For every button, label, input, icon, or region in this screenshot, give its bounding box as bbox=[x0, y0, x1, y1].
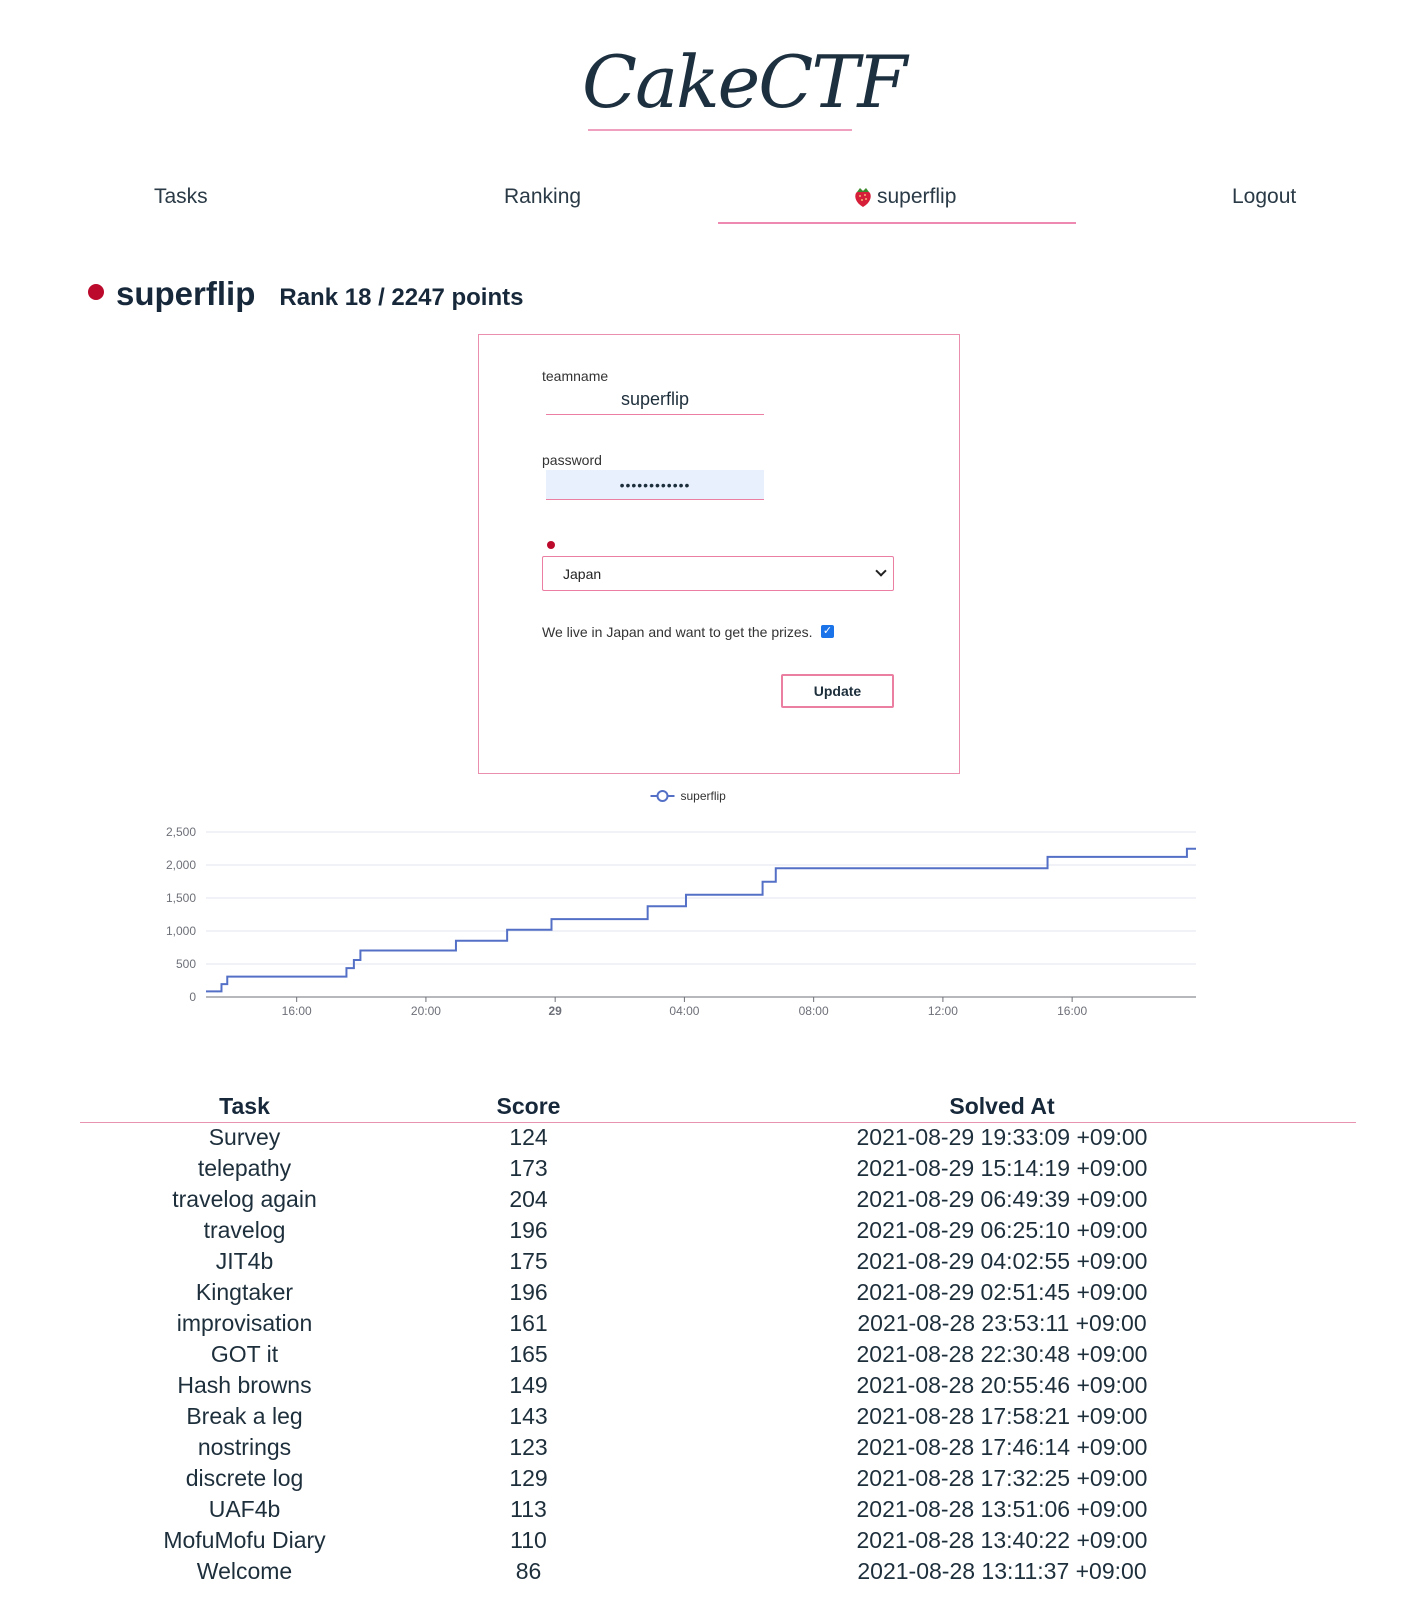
cell-solved-at: 2021-08-29 19:33:09 +09:00 bbox=[856, 1124, 1148, 1151]
cell-score: 143 bbox=[509, 1403, 548, 1429]
teamname-label: teamname bbox=[542, 368, 609, 384]
y-tick-label: 2,000 bbox=[165, 858, 196, 872]
team-header bbox=[88, 275, 523, 313]
cell-task[interactable]: UAF4b bbox=[208, 1496, 281, 1522]
nav-logout-label: Logout bbox=[1232, 185, 1297, 208]
cell-score: 149 bbox=[509, 1372, 548, 1398]
score-chart-svg bbox=[150, 790, 1235, 1050]
cell-solved-at: 2021-08-28 22:30:48 +09:00 bbox=[856, 1341, 1148, 1367]
series-line-superflip bbox=[206, 849, 1196, 992]
x-tick-label: 04:00 bbox=[669, 1004, 700, 1018]
nav-tasks-label: Tasks bbox=[154, 185, 208, 208]
cell-solved-at: 2021-08-28 13:40:22 +09:00 bbox=[856, 1527, 1148, 1553]
cell-solved-at: 2021-08-28 17:58:21 +09:00 bbox=[856, 1403, 1148, 1429]
y-tick-label: 0 bbox=[189, 990, 196, 1004]
cell-task[interactable]: GOT it bbox=[210, 1341, 279, 1367]
y-tick-label: 500 bbox=[175, 957, 196, 971]
cell-score: 173 bbox=[509, 1155, 548, 1181]
table-row bbox=[80, 1370, 1356, 1401]
country-select[interactable] bbox=[542, 556, 894, 591]
prize-eligibility-checkbox[interactable]: ✓ bbox=[822, 625, 833, 637]
cell-score: 165 bbox=[509, 1341, 548, 1367]
table-row bbox=[80, 1215, 1356, 1246]
nav-tasks[interactable] bbox=[154, 185, 208, 209]
y-tick-label: 1,500 bbox=[165, 891, 196, 905]
nav-ranking[interactable] bbox=[504, 185, 581, 209]
y-tick-label: 1,000 bbox=[165, 924, 196, 938]
table-row bbox=[80, 1246, 1356, 1277]
nav-team-label: superflip bbox=[877, 185, 957, 208]
cell-score: 123 bbox=[509, 1434, 548, 1460]
x-tick-label: 08:00 bbox=[798, 1004, 829, 1018]
nav-team[interactable] bbox=[853, 185, 956, 209]
table-row bbox=[80, 1525, 1356, 1556]
cell-score: 175 bbox=[509, 1248, 548, 1274]
cell-solved-at: 2021-08-29 06:49:39 +09:00 bbox=[856, 1186, 1148, 1212]
cell-task[interactable]: MofuMofu Diary bbox=[163, 1527, 326, 1553]
cell-solved-at: 2021-08-28 20:55:46 +09:00 bbox=[856, 1372, 1148, 1398]
solves-table bbox=[80, 1092, 1356, 1587]
update-button[interactable]: Update bbox=[781, 674, 894, 708]
prize-eligibility-label: We live in Japan and want to get the prizes. bbox=[542, 624, 813, 640]
nav-active-underline bbox=[718, 222, 1076, 224]
legend-marker bbox=[658, 791, 668, 801]
cell-score: 196 bbox=[509, 1217, 548, 1243]
table-row bbox=[80, 1432, 1356, 1463]
cell-task[interactable]: travelog bbox=[203, 1217, 286, 1243]
legend-label: superflip bbox=[680, 790, 726, 803]
cell-task[interactable]: Hash browns bbox=[177, 1372, 312, 1398]
table-row bbox=[80, 1153, 1356, 1184]
table-row bbox=[80, 1122, 1356, 1153]
table-row bbox=[80, 1277, 1356, 1308]
cell-task[interactable]: nostrings bbox=[197, 1434, 292, 1460]
strawberry-icon bbox=[853, 186, 873, 208]
table-row bbox=[80, 1401, 1356, 1432]
country-flag-icon bbox=[547, 541, 555, 549]
column-header-solved-at: Solved At bbox=[648, 1092, 1356, 1122]
cell-score: 113 bbox=[510, 1496, 547, 1522]
x-tick-label: 16:00 bbox=[1057, 1004, 1088, 1018]
team-rank-text: Rank 18 / 2247 points bbox=[279, 284, 524, 311]
cell-score: 86 bbox=[515, 1558, 542, 1584]
cell-score: 129 bbox=[509, 1465, 548, 1491]
team-settings-form bbox=[478, 334, 960, 774]
cell-task[interactable]: Kingtaker bbox=[195, 1279, 294, 1305]
cell-score: 204 bbox=[509, 1186, 548, 1212]
cell-solved-at: 2021-08-28 17:46:14 +09:00 bbox=[856, 1434, 1148, 1460]
cell-task[interactable]: improvisation bbox=[176, 1310, 313, 1336]
site-logo[interactable]: CakeCTF bbox=[582, 40, 906, 124]
x-tick-label: 16:00 bbox=[281, 1004, 312, 1018]
cell-task[interactable]: Survey bbox=[208, 1124, 281, 1151]
teamname-input[interactable] bbox=[546, 385, 764, 415]
column-header-score: Score bbox=[409, 1092, 648, 1122]
cell-solved-at: 2021-08-28 23:53:11 +09:00 bbox=[857, 1310, 1147, 1336]
cell-solved-at: 2021-08-28 17:32:25 +09:00 bbox=[856, 1465, 1148, 1491]
cell-solved-at: 2021-08-29 04:02:55 +09:00 bbox=[856, 1248, 1148, 1274]
chevron-down-icon bbox=[875, 565, 886, 576]
cell-task[interactable]: travelog again bbox=[172, 1186, 317, 1212]
cell-task[interactable]: telepathy bbox=[197, 1155, 292, 1181]
cell-score: 124 bbox=[509, 1124, 548, 1151]
x-tick-label: 20:00 bbox=[410, 1004, 441, 1018]
cell-solved-at: 2021-08-28 13:51:06 +09:00 bbox=[856, 1496, 1148, 1522]
column-header-task: Task bbox=[80, 1092, 409, 1122]
x-tick-label: 29 bbox=[548, 1004, 562, 1018]
cell-score: 110 bbox=[510, 1527, 547, 1553]
cell-task[interactable]: Welcome bbox=[196, 1558, 293, 1584]
cell-solved-at: 2021-08-28 13:11:37 +09:00 bbox=[857, 1558, 1147, 1584]
cell-task[interactable]: JIT4b bbox=[215, 1248, 274, 1274]
table-header-row bbox=[80, 1092, 1356, 1122]
x-tick-label: 12:00 bbox=[927, 1004, 958, 1018]
table-row bbox=[80, 1494, 1356, 1525]
cell-task[interactable]: Break a leg bbox=[186, 1403, 303, 1429]
y-tick-label: 2,500 bbox=[165, 825, 196, 839]
cell-solved-at: 2021-08-29 02:51:45 +09:00 bbox=[856, 1279, 1148, 1305]
team-country-flag bbox=[88, 284, 104, 300]
score-chart bbox=[150, 790, 1235, 1050]
cell-score: 161 bbox=[509, 1310, 548, 1336]
team-name-heading: superflip bbox=[116, 275, 256, 312]
table-row bbox=[80, 1463, 1356, 1494]
table-row bbox=[80, 1556, 1356, 1587]
table-row bbox=[80, 1184, 1356, 1215]
password-label: password bbox=[542, 452, 602, 468]
cell-solved-at: 2021-08-29 15:14:19 +09:00 bbox=[856, 1155, 1148, 1181]
table-row bbox=[80, 1339, 1356, 1370]
country-select-value: Japan bbox=[563, 565, 602, 582]
password-input[interactable] bbox=[546, 470, 764, 500]
logo-underline bbox=[588, 129, 852, 131]
cell-score: 196 bbox=[509, 1279, 548, 1305]
cell-task[interactable]: discrete log bbox=[185, 1465, 304, 1491]
nav-logout[interactable] bbox=[1232, 185, 1296, 209]
nav-ranking-label: Ranking bbox=[504, 185, 582, 208]
cell-solved-at: 2021-08-29 06:25:10 +09:00 bbox=[856, 1217, 1148, 1243]
table-row bbox=[80, 1308, 1356, 1339]
